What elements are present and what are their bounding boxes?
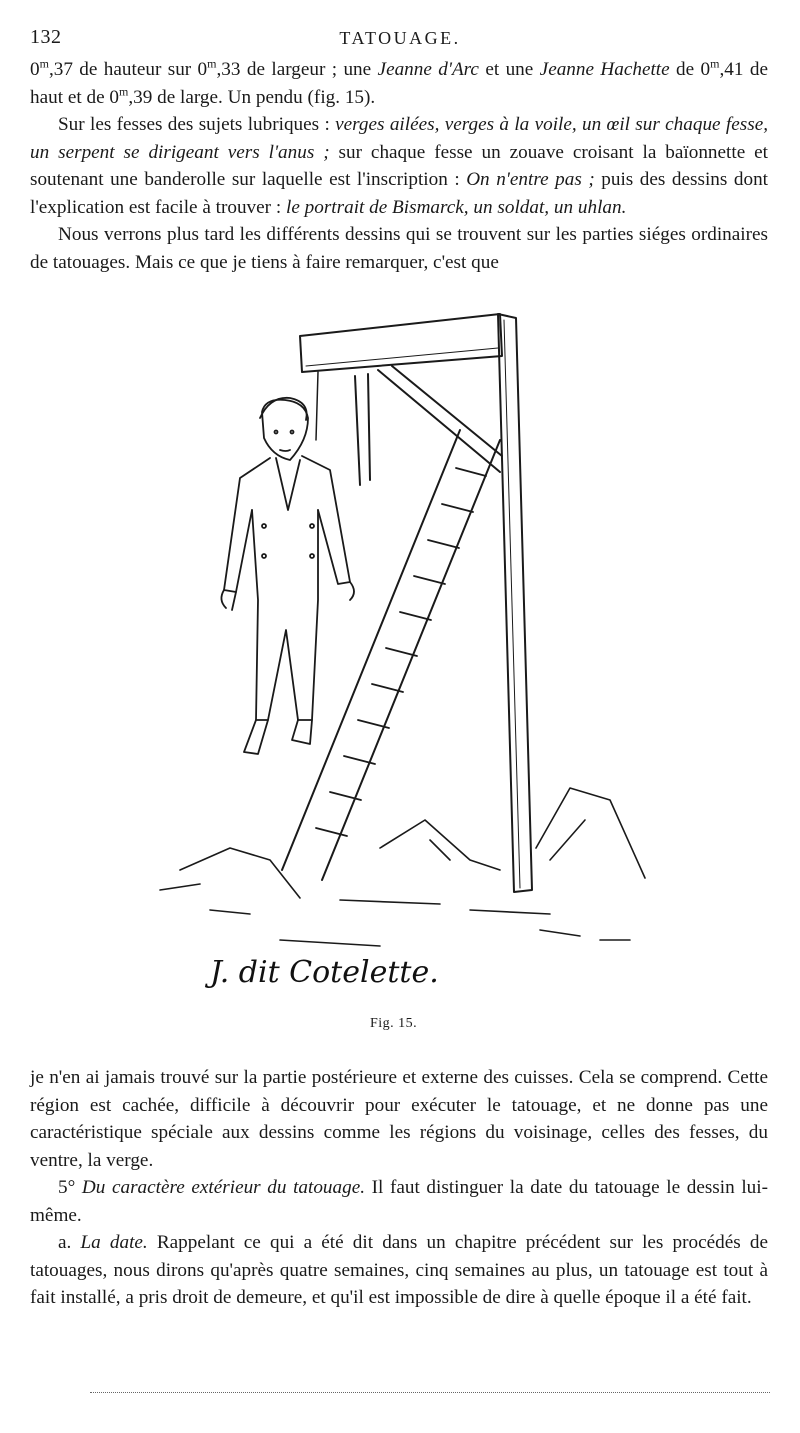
figure-caption: Fig. 15. (370, 1016, 418, 1031)
bottom-text-block (30, 1064, 768, 1312)
gallows-drawing (140, 300, 660, 1020)
top-text-block (30, 56, 768, 276)
running-head: TATOUAGE. (339, 28, 461, 48)
page-header (30, 26, 770, 56)
ladder-rail-right (322, 440, 500, 880)
ladder-rungs (316, 468, 486, 836)
footer-rule (90, 1392, 770, 1397)
hanged-man (221, 398, 354, 754)
rope (355, 374, 370, 485)
ground-rocks (160, 788, 645, 946)
ladder-rail-left (282, 430, 460, 870)
paragraph-lubriques: Sur les fesses des sujets lubriques : verges ailées, verges à la voile, un œil sur chaque fesse, un serpent se dirigeant vers l'anus ; sur chaque fesse un zouave croisant la baïonnette et soutenant une banderolle sur laquelle est l'inscription : On n'entre pas ; puis des dessins dont l'explication est facile à trouver : le portrait de Bismarck, un soldat, un uhlan. (30, 114, 769, 218)
page-number: 132 (30, 26, 62, 48)
figure-hanged-man (140, 300, 660, 1020)
paragraph-parties: Nous verrons plus tard les différents dessins qui se trouvent sur les parties siéges ordinaires de tatouages. Mais ce que je tiens à faire remarquer, c'est que (30, 224, 768, 273)
gallows-brace (378, 366, 502, 472)
paragraph-caractere: 5° Du caractère extérieur du tatouage. Il faut distinguer la date du tatouage le dessin lui-même. (30, 1177, 768, 1226)
paragraph-date: a. La date. Rappelant ce qui a été dit dans un chapitre précédent sur les procédés de tatouages, nous dirons qu'après quatre semaines, cinq semaines au plus, un tatouage est tout à fait installé, a pris droit de demeure, et qu'il est impossible de dire à quelle époque il a été fait. (30, 1232, 768, 1308)
gallows-post (498, 314, 532, 892)
paragraph-dimensions: 0$^m$,37 de hauteur sur 0$^m$,33 de largeur ; une Jeanne d'Arc et une Jeanne Hachette de 0$^m$,41 de haut et de 0$^m$,39 de large. Un pendu (fig. 15). (30, 56, 768, 108)
paragraph-cuisses: je n'en ai jamais trouvé sur la partie postérieure et externe des cuisses. Cela se comprend. Cette région est cachée, difficile à découvrir pour exécuter le tatouage, et ne donne pas une caractéristique spéciale aux dessins comme les régions du voisinage, celles des fesses, du ventre, la verge. (30, 1067, 768, 1171)
figure-inscription: J. dit Cotelette. (210, 955, 439, 990)
